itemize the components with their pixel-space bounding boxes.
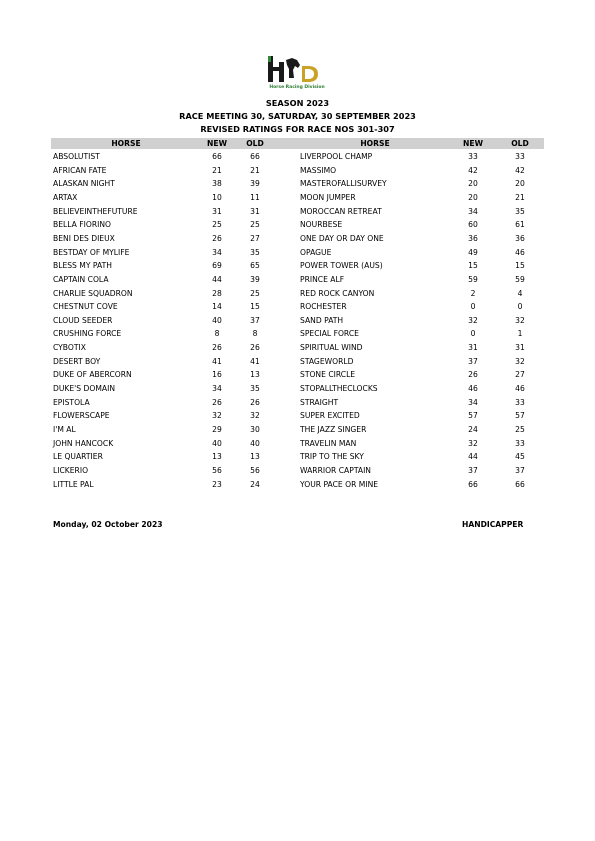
- old-rating-cell: 32: [515, 315, 525, 325]
- horse-name-cell: I'M AL: [53, 425, 76, 434]
- horse-name-cell: CAPTAIN COLA: [53, 274, 109, 284]
- horse-name-cell: OPAGUE: [300, 247, 332, 257]
- horse-name-cell: STOPALLTHECLOCKS: [300, 384, 378, 394]
- horse-name-cell: STAGEWORLD: [300, 356, 354, 366]
- new-rating-cell: 44: [212, 274, 222, 284]
- new-rating-cell: 26: [212, 343, 222, 353]
- new-rating-cell: 32: [468, 438, 478, 448]
- horse-name-cell: AFRICAN FATE: [53, 165, 107, 175]
- old-rating-cell: 25: [250, 288, 260, 298]
- horse-name-cell: ARTAX: [53, 192, 78, 202]
- meeting-title: RACE MEETING 30, SATURDAY, 30 SEPTEMBER 2023: [179, 111, 416, 121]
- horse-name-cell: TRIP TO THE SKY: [300, 452, 364, 462]
- horse-name-cell: BLESS MY PATH: [53, 261, 112, 271]
- table-row: [51, 232, 544, 246]
- old-rating-cell: 0: [517, 302, 523, 312]
- footer-date: Monday, 02 October 2023: [53, 520, 163, 529]
- horse-name-cell: STRAIGHT: [300, 397, 339, 407]
- horse-name-cell: RED ROCK CANYON: [300, 288, 375, 298]
- horse-name-cell: SUPER EXCITED: [300, 411, 360, 421]
- new-rating-cell: 32: [212, 411, 222, 421]
- new-rating-cell: 46: [468, 384, 478, 394]
- horse-name-cell: STONE CIRCLE: [300, 370, 356, 380]
- horse-name-cell: BENI DES DIEUX: [53, 233, 115, 243]
- old-rating-cell: 39: [250, 274, 260, 284]
- new-rating-cell: 20: [468, 192, 478, 202]
- old-rating-cell: 61: [515, 220, 525, 230]
- old-rating-cell: 30: [250, 425, 260, 434]
- table-header: [51, 138, 544, 149]
- horse-name-cell: BELLA FIORINO: [53, 220, 112, 230]
- table-row: [51, 341, 544, 355]
- old-rating-cell: 37: [250, 315, 260, 325]
- new-rating-cell: 66: [468, 479, 478, 489]
- new-rating-cell: 28: [212, 288, 222, 298]
- horse-name-cell: CLOUD SEEDER: [53, 315, 113, 325]
- old-rating-cell: 4: [517, 288, 523, 298]
- new-rating-cell: 42: [468, 165, 478, 175]
- old-rating-cell: 21: [250, 165, 260, 175]
- old-rating-cell: 27: [250, 233, 260, 243]
- new-rating-cell: 37: [468, 465, 478, 475]
- new-rating-cell: 21: [212, 165, 222, 175]
- new-rating-cell: 20: [468, 179, 478, 189]
- new-rating-cell: 37: [468, 356, 478, 366]
- horse-name-cell: EPISTOLA: [53, 397, 90, 407]
- table-row: [51, 218, 544, 232]
- old-rating-cell: 66: [515, 479, 525, 489]
- old-rating-cell: 46: [515, 247, 525, 257]
- season-title: SEASON 2023: [265, 98, 330, 108]
- old-rating-cell: 21: [515, 192, 525, 202]
- horse-name-cell: YOUR PACE OR MINE: [300, 479, 379, 489]
- horse-name-cell: MOON JUMPER: [300, 192, 356, 202]
- table-row: [51, 150, 544, 164]
- horse-name-cell: DUKE'S DOMAIN: [53, 384, 115, 394]
- new-rating-cell: 57: [468, 411, 478, 421]
- old-rating-cell: 15: [250, 302, 260, 312]
- old-rating-cell: 59: [515, 274, 525, 284]
- new-rating-cell: 49: [468, 247, 478, 257]
- horse-name-cell: JOHN HANCOCK: [53, 438, 114, 448]
- old-rating-cell: 1: [517, 329, 523, 339]
- old-rating-cell: 35: [515, 206, 525, 216]
- horse-name-cell: SPIRITUAL WIND: [300, 343, 363, 353]
- old-rating-cell: 57: [515, 411, 525, 421]
- old-rating-cell: 13: [250, 370, 260, 380]
- old-rating-cell: 33: [515, 397, 525, 407]
- table-row: [51, 355, 544, 369]
- new-rating-cell: 60: [468, 220, 478, 230]
- table-row: [51, 464, 544, 478]
- table-row: [51, 177, 544, 191]
- old-rating-cell: 65: [250, 261, 260, 271]
- table-row: [51, 205, 544, 219]
- column-header-horse: HORSE: [360, 139, 390, 148]
- horse-name-cell: NOURBESE: [300, 220, 343, 230]
- old-rating-cell: 33: [515, 438, 525, 448]
- horse-name-cell: CHESTNUT COVE: [53, 302, 118, 312]
- horse-name-cell: ABSOLUTIST: [53, 152, 100, 161]
- horse-name-cell: LIVERPOOL CHAMP: [300, 152, 373, 161]
- new-rating-cell: 26: [468, 370, 478, 380]
- horse-name-cell: BESTDAY OF MYLIFE: [53, 247, 130, 257]
- old-rating-cell: 32: [250, 411, 260, 421]
- new-rating-cell: 31: [468, 343, 478, 353]
- table-row: [51, 450, 544, 464]
- horse-name-cell: LE QUARTIER: [53, 452, 103, 462]
- horse-racing-division-logo: [262, 54, 332, 98]
- table-row: [51, 382, 544, 396]
- horse-name-cell: SAND PATH: [300, 315, 344, 325]
- horse-name-cell: ROCHESTER: [300, 302, 347, 312]
- new-rating-cell: 0: [470, 302, 476, 312]
- new-rating-cell: 29: [212, 425, 222, 434]
- old-rating-cell: 37: [515, 465, 525, 475]
- horse-name-cell: FLOWERSCAPE: [53, 411, 110, 421]
- old-rating-cell: 25: [250, 220, 260, 230]
- horse-name-cell: LITTLE PAL: [53, 479, 94, 489]
- footer-role: HANDICAPPER: [462, 520, 524, 529]
- old-rating-cell: 40: [250, 438, 260, 448]
- horse-name-cell: DESERT BOY: [53, 356, 101, 366]
- horse-name-cell: WARRIOR CAPTAIN: [300, 465, 371, 475]
- table-row: [51, 396, 544, 410]
- table-row: [51, 287, 544, 301]
- new-rating-cell: 24: [468, 425, 478, 434]
- old-rating-cell: 36: [515, 233, 525, 243]
- table-row: [51, 259, 544, 273]
- old-rating-cell: 35: [250, 384, 260, 394]
- new-rating-cell: 13: [212, 452, 222, 462]
- old-rating-cell: 25: [515, 425, 525, 434]
- new-rating-cell: 34: [468, 397, 478, 407]
- horse-name-cell: SPECIAL FORCE: [300, 329, 359, 339]
- new-rating-cell: 40: [212, 438, 222, 448]
- horse-name-cell: CHARLIE SQUADRON: [53, 288, 133, 298]
- new-rating-cell: 38: [212, 179, 222, 189]
- old-rating-cell: 31: [250, 206, 260, 216]
- new-rating-cell: 16: [212, 370, 222, 380]
- ratings-subtitle: REVISED RATINGS FOR RACE NOS 301-307: [200, 124, 395, 134]
- old-rating-cell: 11: [250, 192, 260, 202]
- old-rating-cell: 46: [515, 384, 525, 394]
- new-rating-cell: 34: [212, 384, 222, 394]
- old-rating-cell: 32: [515, 356, 525, 366]
- new-rating-cell: 66: [212, 152, 222, 161]
- new-rating-cell: 41: [212, 356, 222, 366]
- old-rating-cell: 27: [515, 370, 525, 380]
- new-rating-cell: 36: [468, 233, 478, 243]
- table-row: [51, 478, 544, 492]
- column-header-old: OLD: [246, 139, 264, 148]
- old-rating-cell: 35: [250, 247, 260, 257]
- column-header-new: NEW: [463, 139, 483, 148]
- old-rating-cell: 66: [250, 152, 260, 161]
- old-rating-cell: 42: [515, 165, 525, 175]
- logo-caption: Horse Racing Division: [269, 85, 325, 90]
- horse-name-cell: THE JAZZ SINGER: [300, 425, 367, 434]
- new-rating-cell: 44: [468, 452, 478, 462]
- table-row: [51, 368, 544, 382]
- old-rating-cell: 13: [250, 452, 260, 462]
- horse-name-cell: MASSIMO: [300, 165, 337, 175]
- old-rating-cell: 41: [250, 356, 260, 366]
- new-rating-cell: 26: [212, 233, 222, 243]
- column-header-horse: HORSE: [111, 139, 141, 148]
- new-rating-cell: 2: [470, 288, 476, 298]
- old-rating-cell: 33: [515, 152, 525, 161]
- table-row: [51, 437, 544, 451]
- old-rating-cell: 8: [252, 329, 258, 339]
- table-row: [51, 246, 544, 260]
- old-rating-cell: 24: [250, 479, 260, 489]
- new-rating-cell: 32: [468, 315, 478, 325]
- table-row: [51, 409, 544, 423]
- new-rating-cell: 69: [212, 261, 222, 271]
- horse-name-cell: CRUSHING FORCE: [53, 329, 122, 339]
- old-rating-cell: 45: [515, 452, 525, 462]
- old-rating-cell: 20: [515, 179, 525, 189]
- horse-name-cell: ALASKAN NIGHT: [53, 179, 115, 189]
- table-row: [51, 273, 544, 287]
- new-rating-cell: 14: [212, 302, 222, 312]
- table-row: [51, 164, 544, 178]
- horse-name-cell: POWER TOWER (AUS): [300, 261, 383, 271]
- column-header-old: OLD: [511, 139, 529, 148]
- horse-name-cell: ONE DAY OR DAY ONE: [300, 233, 384, 243]
- horse-name-cell: PRINCE ALF: [300, 274, 345, 284]
- horse-name-cell: TRAVELIN MAN: [300, 438, 357, 448]
- column-header-new: NEW: [207, 139, 227, 148]
- horse-name-cell: BELIEVEINTHEFUTURE: [53, 206, 138, 216]
- old-rating-cell: 56: [250, 465, 260, 475]
- horse-name-cell: DUKE OF ABERCORN: [53, 370, 132, 380]
- table-row: [51, 423, 544, 437]
- horse-name-cell: LICKERIO: [53, 465, 89, 475]
- table-row: [51, 327, 544, 341]
- old-rating-cell: 39: [250, 179, 260, 189]
- new-rating-cell: 25: [212, 220, 222, 230]
- new-rating-cell: 34: [212, 247, 222, 257]
- old-rating-cell: 31: [515, 343, 525, 353]
- horse-name-cell: MOROCCAN RETREAT: [300, 206, 382, 216]
- horse-name-cell: MASTEROFALLISURVEY: [300, 179, 387, 189]
- old-rating-cell: 15: [515, 261, 525, 271]
- new-rating-cell: 0: [470, 329, 476, 339]
- new-rating-cell: 33: [468, 152, 478, 161]
- new-rating-cell: 40: [212, 315, 222, 325]
- horse-name-cell: CYBOTIX: [53, 343, 86, 353]
- new-rating-cell: 10: [212, 192, 222, 202]
- table-row: [51, 314, 544, 328]
- new-rating-cell: 23: [212, 479, 222, 489]
- old-rating-cell: 26: [250, 343, 260, 353]
- old-rating-cell: 26: [250, 397, 260, 407]
- new-rating-cell: 15: [468, 261, 478, 271]
- new-rating-cell: 56: [212, 465, 222, 475]
- new-rating-cell: 59: [468, 274, 478, 284]
- new-rating-cell: 8: [214, 329, 220, 339]
- new-rating-cell: 34: [468, 206, 478, 216]
- table-row: [51, 191, 544, 205]
- new-rating-cell: 26: [212, 397, 222, 407]
- new-rating-cell: 31: [212, 206, 222, 216]
- table-row: [51, 300, 544, 314]
